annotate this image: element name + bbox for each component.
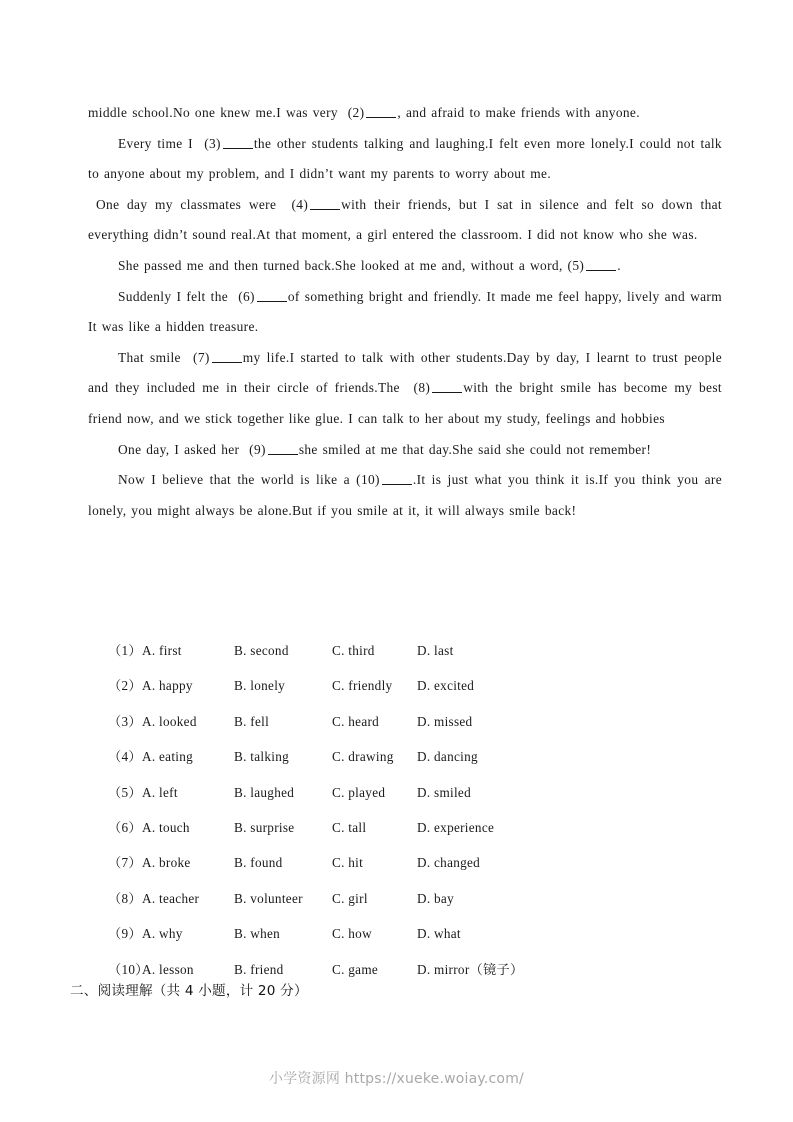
passage-paragraph: [88, 435, 722, 466]
passage-text: Now I believe that the world is like a (10): [118, 472, 380, 488]
section-heading-reading-comprehension: 二、阅读理解（共 4 小题，计 20 分）: [70, 983, 308, 999]
question-number: （6）: [108, 819, 142, 835]
passage-text: One day my classmates were (4): [96, 196, 309, 212]
passage-text: with the bright smile has become my best friend now, and we stick together like glue. I can talk to her about my study, feelings and hobbies: [88, 380, 722, 426]
question-row: [108, 739, 728, 774]
option-a[interactable]: A. first: [142, 643, 182, 658]
question-row: [108, 916, 728, 951]
option-b[interactable]: B. volunteer: [234, 890, 303, 906]
answer-blank[interactable]: [432, 380, 462, 393]
option-b[interactable]: B. laughed: [234, 784, 295, 800]
option-b[interactable]: B. fell: [234, 713, 270, 729]
option-b[interactable]: B. surprise: [234, 819, 295, 835]
passage-text: my life.I started to talk with other students.Day by day, I learnt to trust people and they included me in their circle of friends.The (8): [88, 349, 722, 396]
option-a[interactable]: A. happy: [142, 678, 193, 694]
question-number: （4）: [108, 749, 142, 765]
passage-paragraph: [88, 465, 722, 526]
passage-text: with their friends, but I sat in silence and felt so down that everything didn’t sound real.At that moment, a girl entered the classroom. I did not know who she was.: [88, 196, 722, 243]
option-c[interactable]: C. tall: [332, 819, 367, 835]
passage-text: Suddenly I felt the (6): [118, 288, 255, 304]
option-a[interactable]: A. why: [142, 926, 183, 942]
option-b[interactable]: B. found: [234, 855, 283, 871]
question-row: [108, 810, 728, 845]
question-row: [108, 668, 728, 703]
answer-blank[interactable]: [257, 289, 287, 302]
option-d[interactable]: D. experience: [417, 819, 495, 835]
option-a[interactable]: A. looked: [142, 713, 197, 729]
option-b[interactable]: B. talking: [234, 749, 290, 765]
passage-text: .It is just what you think it is.If you think you are lonely, you might always be alone.But if you smile at it, it will always smile back!: [88, 472, 722, 518]
question-number: （8）: [108, 890, 142, 906]
question-number: （10）: [108, 961, 149, 977]
question-number: （2）: [108, 678, 142, 694]
answer-blank[interactable]: [310, 197, 340, 210]
option-c[interactable]: C. heard: [332, 713, 380, 729]
question-row: [108, 845, 728, 880]
question-row: [108, 775, 728, 810]
option-c[interactable]: C. drawing: [332, 749, 394, 765]
option-d[interactable]: D. what: [417, 926, 461, 942]
option-c[interactable]: C. how: [332, 926, 372, 942]
passage-text: middle school.No one knew me.I was very (2): [88, 105, 365, 120]
option-c[interactable]: C. game: [332, 961, 379, 977]
option-b[interactable]: B. second: [234, 643, 289, 658]
cloze-passage: [88, 98, 722, 526]
option-a[interactable]: A. teacher: [142, 890, 200, 906]
answer-blank[interactable]: [212, 350, 242, 363]
answer-blank[interactable]: [382, 472, 412, 485]
option-a[interactable]: A. touch: [142, 819, 190, 835]
passage-text: the other students talking and laughing.I felt even more lonely.I could not talk to anyone about my problem, and I didn’t want my parents to worry about me.: [88, 135, 722, 182]
passage-text: One day, I asked her (9): [118, 441, 266, 457]
passage-paragraph: [88, 190, 722, 251]
question-number: （5）: [108, 784, 142, 800]
passage-text: , and afraid to make friends with anyone.: [397, 105, 640, 120]
option-d[interactable]: D. changed: [417, 855, 481, 871]
option-c[interactable]: C. friendly: [332, 678, 393, 694]
option-b[interactable]: B. lonely: [234, 678, 286, 694]
option-c[interactable]: C. hit: [332, 855, 364, 871]
passage-paragraph: [88, 98, 722, 129]
passage-text: She passed me and then turned back.She looked at me and, without a word, (5): [118, 257, 585, 273]
question-number: （9）: [108, 926, 142, 942]
option-d[interactable]: D. missed: [417, 713, 473, 729]
passage-text: she smiled at me that day.She said she could not remember!: [298, 441, 652, 457]
option-c[interactable]: C. girl: [332, 890, 368, 906]
passage-text: That smile (7): [118, 349, 210, 365]
option-c[interactable]: C. third: [332, 643, 375, 658]
passage-paragraph: [88, 129, 722, 190]
answer-blank[interactable]: [366, 105, 396, 118]
option-a[interactable]: A. broke: [142, 855, 191, 871]
answer-blank[interactable]: [223, 136, 253, 149]
option-b[interactable]: B. when: [234, 926, 281, 942]
question-row: [108, 633, 728, 668]
site-watermark: 小学资源网 https://xueke.woiay.com/: [269, 1071, 524, 1087]
question-row: [108, 704, 728, 739]
option-d[interactable]: D. dancing: [417, 749, 478, 765]
option-a[interactable]: A. eating: [142, 749, 194, 765]
option-d[interactable]: D. bay: [417, 890, 454, 906]
question-number: （1）: [108, 643, 142, 658]
option-d[interactable]: D. last: [417, 643, 454, 658]
option-a[interactable]: A. lesson: [142, 961, 194, 977]
option-b[interactable]: B. friend: [234, 961, 284, 977]
passage-text: Every time I (3): [118, 135, 221, 151]
option-a[interactable]: A. left: [142, 784, 178, 800]
option-c[interactable]: C. played: [332, 784, 386, 800]
passage-paragraph: [88, 282, 722, 343]
option-d[interactable]: D. smiled: [417, 784, 471, 800]
answer-blank[interactable]: [268, 442, 298, 455]
question-row: [108, 881, 728, 916]
passage-text: .: [617, 257, 621, 273]
passage-paragraph: [88, 343, 722, 435]
answer-blank[interactable]: [586, 258, 616, 271]
question-number: （3）: [108, 713, 142, 729]
option-d[interactable]: D. excited: [417, 678, 475, 694]
multiple-choice-options: [108, 633, 728, 987]
option-d[interactable]: D. mirror（镜子）: [417, 961, 524, 977]
question-number: （7）: [108, 855, 142, 871]
passage-text: of something bright and friendly. It made me feel happy, lively and warm It was like a hidden treasure.: [88, 288, 722, 335]
passage-paragraph: [88, 251, 722, 282]
